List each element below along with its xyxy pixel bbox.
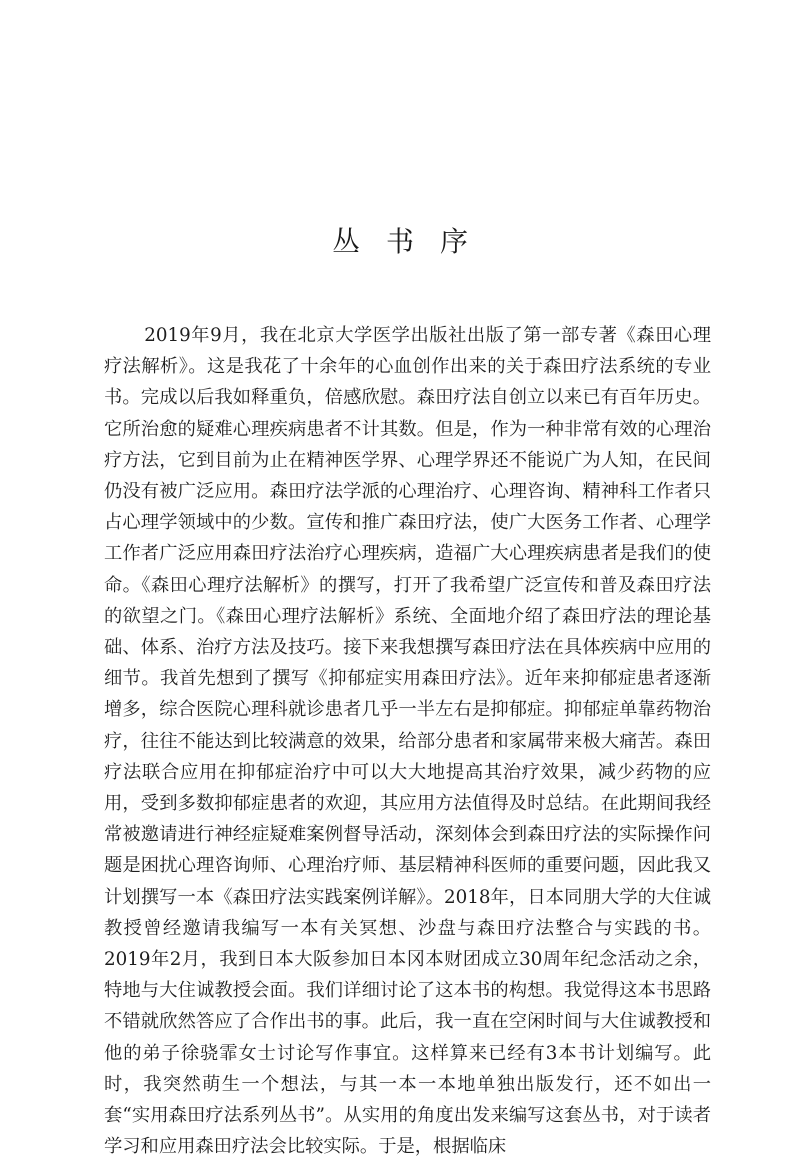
page-title: 丛书序 xyxy=(331,224,494,258)
body-paragraph: 2019年9月，我在北京大学医学出版社出版了第一部专著《森田心理疗法解析》。这是我花了十余年的心血创作出来的关于森田疗法系统的专业书。完成以后我如释重负，倍感欣慰。森田疗法自创立以来已有百年历史。它所治愈的疑难心理疾病患者不计其数。但是，作为一种非常有效的心理治疗方法，它到目前为止在精神医学界、心理学界还不能说广为人知，在民间仍没有被广泛应用。森田疗法学派的心理治疗、心理咨询、精神科工作者只占心理学领域中的少数。宣传和推广森田疗法，使广大医务工作者、心理学工作者广泛应用森田疗法治疗心理疾病，造福广大心理疾病患者是我们的使命。《森田心理疗法解析》的撰写，打开了我希望广泛宣传和普及森田疗法的欲望之门。《森田心理疗法解析》系统、全面地介绍了森田疗法的理论基础、体系、治疗方法及技巧。接下来我想撰写森田疗法在具体疾病中应用的细节。我首先想到了撰写《抑郁症实用森田疗法》。近年来抑郁症患者逐渐增多，综合医院心理科就诊患者几乎一半左右是抑郁症。抑郁症单靠药物治疗，往往不能达到比较满意的效果，给部分患者和家属带来极大痛苦。森田疗法联合应用在抑郁症治疗中可以大大地提高其治疗效果，减少药物的应用，受到多数抑郁症患者的欢迎，其应用方法值得及时总结。在此期间我经常被邀请进行神经症疑难案例督导活动，深刻体会到森田疗法的实际操作问题是困扰心理咨询师、心理治疗师、基层精神科医师的重要问题，因此我又计划撰写一本《森田疗法实践案例详解》。2018年，日本同朋大学的大住诚教授曾经邀请我编写一本有关冥想、沙盘与森田疗法整合与实践的书。2019年2月，我到日本大阪参加日本冈本财团成立30周年纪念活动之余，特地与大住诚教授会面。我们详细讨论了这本书的构想。我觉得这本书思路不错就欣然答应了合作出书的事。此后，我一直在空闲时间与大住诚教授和他的弟子徐骁霏女士讨论写作事宜。这样算来已经有3本书计划编写。此时，我突然萌生一个想法，与其一本一本地单独出版发行，还不如出一套“实用森田疗法系列丛书”。从实用的角度出发来编写这套丛书，对于读者学习和应用森田疗法会比较实际。于是，根据临床 xyxy=(104,325,711,1158)
